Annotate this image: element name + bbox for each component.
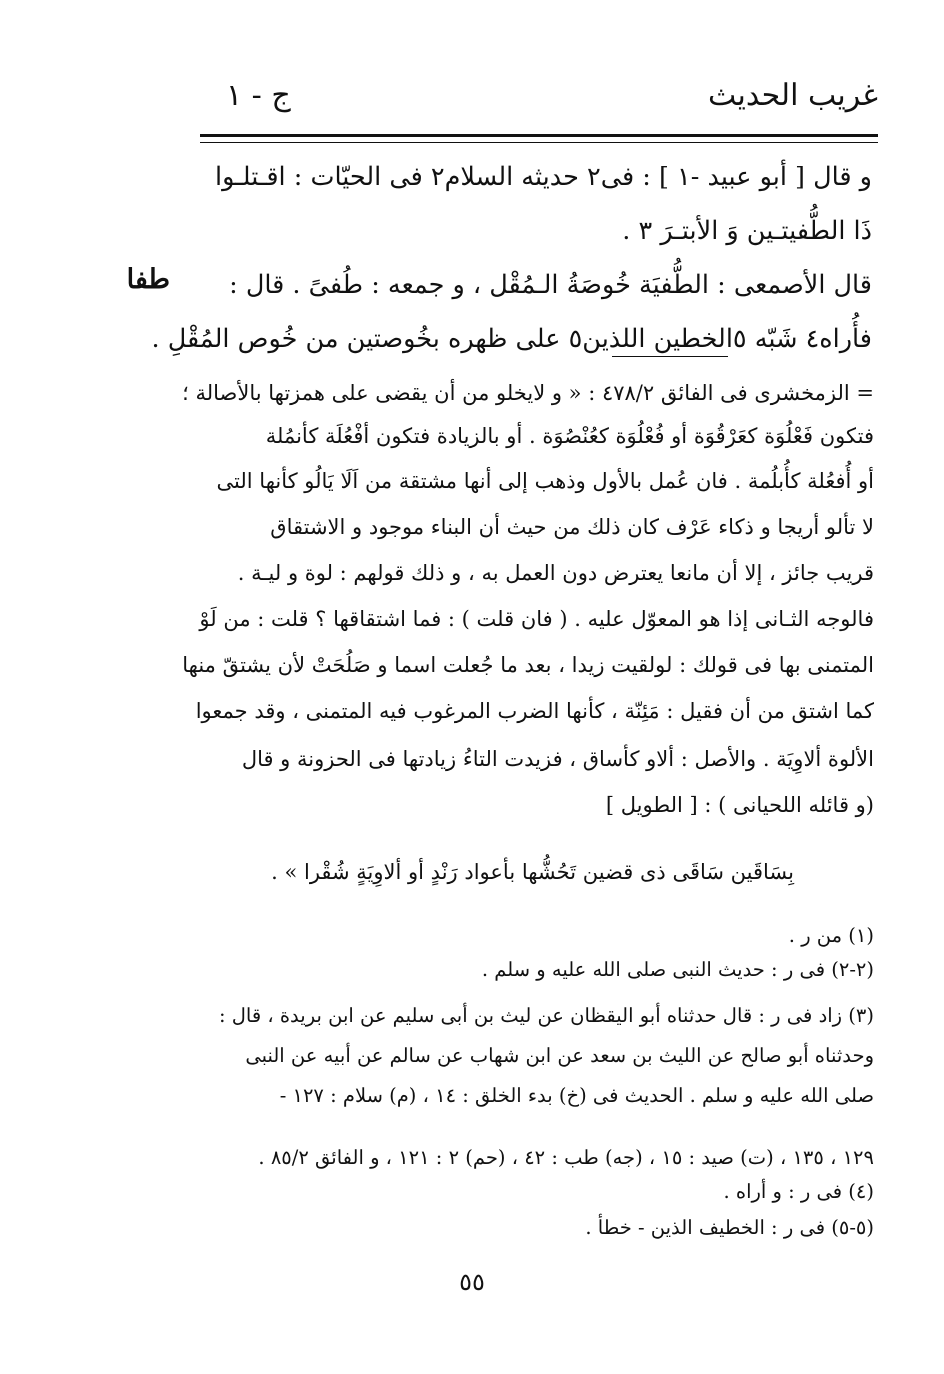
running-title: غريب الحديث bbox=[708, 78, 878, 113]
footnote-line: (٤) فى ر : و أراه . bbox=[723, 1180, 874, 1203]
footnote-line: ١٢٩ ، ١٣٥ ، (ت) صيد : ١٥ ، (جه) طب : ٤٢ ، (حم) ٢ : ١٢١ ، و الفائق ٨٥/٢ . bbox=[258, 1146, 874, 1169]
note-line: قريب جائز ، إلا أن مانعا يعترض دون العمل به ، و ذلك قولهم : لوة و ليـة . bbox=[237, 561, 874, 585]
notes-separator bbox=[612, 356, 728, 357]
main-text-line: و قال [ أبو عبيد -١ ] : فى٢ حديثه السلام٢ فى الحيّات : اقـتلـوا bbox=[215, 162, 872, 192]
note-line: = الزمخشرى فى الفائق ٤٧٨/٢ : « و لايخلو من أن يقضى على همزتها بالأصالة ؛ bbox=[182, 381, 874, 405]
footnote-line: وحدثناه أبو صالح عن الليث بن سعد عن ابن شهاب عن سالم عن أبيه عن النبى bbox=[245, 1044, 874, 1067]
note-line: المتمنى بها فى قولك : لولقيت زيدا ، بعد ما جُعلت اسما و صَلُحَتْ لأن يشتقّ منها bbox=[182, 653, 874, 677]
header-rule-thin bbox=[200, 142, 878, 143]
note-line: فتكون فَعْلُوَة كعَرْقُوَة أو فُعْلُوَة كعُنْصُوَة . أو بالزيادة فتكون أفْعُلَة كأنمُلة bbox=[265, 424, 874, 448]
footnote-line: (١) من ر . bbox=[788, 924, 874, 947]
footnote-line: (٣) زاد فى ر : قال حدثناه أبو اليقظان عن ليث بن أبى سليم عن ابن بريدة ، قال : bbox=[218, 1004, 874, 1027]
note-line: كما اشتق من أن فقيل : مَئِنّة ، كأنها الضرب المرغوب فيه المتمنى ، وقد جمعوا bbox=[195, 699, 874, 723]
footnote-line: صلى الله عليه و سلم . الحديث فى (خ) بدء الخلق : ١٤ ، (م) سلام : ١٢٧ - bbox=[279, 1084, 874, 1107]
footnote-line: (٢-٢) فى ر : حديث النبى صلى الله عليه و سلم . bbox=[481, 958, 874, 981]
volume-marker: ج - ١ bbox=[226, 78, 291, 113]
margin-keyword: طفا bbox=[126, 264, 170, 295]
note-line: (و قائله اللحيانى ) : [ الطويل ] bbox=[605, 793, 874, 817]
main-text-line: فأُراه٤ شَبّه ٥الخطين اللذين٥ على ظهره بخُوصتين من خُوص المُقْلِ . bbox=[151, 324, 872, 354]
main-text-line: قال الأصمعى : الطُّفيَة خُوصَةُ الـمُقْل ، و جمعه : طُفىً . قال : bbox=[229, 270, 872, 300]
page-number: ٥٥ bbox=[459, 1268, 485, 1296]
note-line: لا تألو أريجا و ذكاء عَرْف كان ذلك من حيث أن البناء موجود و الاشتقاق bbox=[270, 515, 874, 539]
main-text-line: ذَا الطُّفيتـين وَ الأبتـرَ ٣ . bbox=[622, 216, 872, 246]
footnote-line: (٥-٥) فى ر : الخطيف الذين - خطأ . bbox=[585, 1216, 874, 1239]
note-line: أو أُفعُلة كأُبلُمة . فان عُمل بالأول وذهب إلى أنها مشتقة من اَلَا يَالُو كأنها التى bbox=[216, 469, 874, 493]
note-line: فالوجه الثـانى إذا هو المعوّل عليه . ( فان قلت ) : فما اشتقاقها ؟ قلت : من لَوْ bbox=[199, 607, 874, 631]
note-line: الألوة ألاوِيَة . والأصل : ألاو كأساق ، فزيدت التاءُ زيادتها فى الحزونة و قال bbox=[241, 747, 874, 771]
header-rule-thick bbox=[200, 134, 878, 137]
verse-line: بِسَاقَين سَاقَى ذى قضين تَحُشُّها بأعواد رَنْدٍ أو ألاوِيَةٍ شُقْرا » . bbox=[271, 860, 794, 884]
